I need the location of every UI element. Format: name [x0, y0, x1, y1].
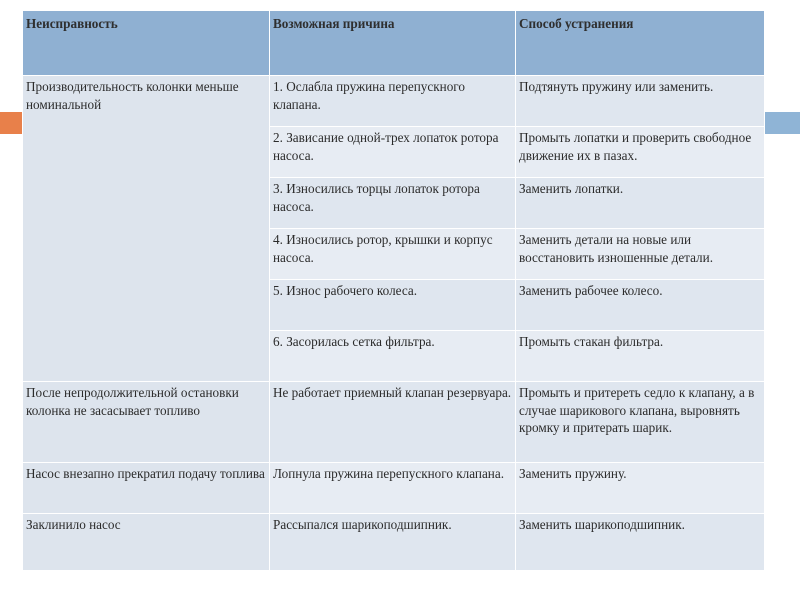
remedy-cell: Заменить рабочее колесо. — [516, 280, 765, 331]
remedy-cell: Промыть лопатки и проверить свободное движение их в пазах. — [516, 127, 765, 178]
fault-cell: Производительность колонки меньше номинальной — [23, 76, 270, 382]
left-accent-bar — [0, 112, 24, 134]
table-row — [23, 76, 765, 127]
cause-cell: Не работает приемный клапан резервуара. — [270, 382, 516, 463]
cause-cell: 2. Зависание одной-трех лопаток ротора насоса. — [270, 127, 516, 178]
cause-cell: 3. Износились торцы лопаток ротора насоса. — [270, 178, 516, 229]
right-accent-bar — [765, 112, 800, 134]
table-row — [23, 514, 765, 571]
remedy-cell: Заменить шарикоподшипник. — [516, 514, 765, 571]
table-row — [23, 463, 765, 514]
cause-cell: 1. Ослабла пружина перепускного клапана. — [270, 76, 516, 127]
fault-cell: После непродолжительной остановки колонка не засасывает топливо — [23, 382, 270, 463]
remedy-cell: Заменить лопатки. — [516, 178, 765, 229]
cause-cell: Рассыпался шарикоподшипник. — [270, 514, 516, 571]
cause-cell: 5. Износ рабочего колеса. — [270, 280, 516, 331]
header-row — [23, 11, 765, 76]
header-fault: Неисправность — [23, 11, 270, 76]
header-remedy: Способ устранения — [516, 11, 765, 76]
cause-cell: Лопнула пружина перепускного клапана. — [270, 463, 516, 514]
table-row — [23, 382, 765, 463]
remedy-cell: Подтянуть пружину или заменить. — [516, 76, 765, 127]
cause-cell: 6. Засорилась сетка фильтра. — [270, 331, 516, 382]
remedy-cell: Заменить пружину. — [516, 463, 765, 514]
header-cause: Возможная причина — [270, 11, 516, 76]
cause-cell: 4. Износились ротор, крышки и корпус насоса. — [270, 229, 516, 280]
fault-cell: Насос внезапно прекратил подачу топлива — [23, 463, 270, 514]
troubleshooting-table — [22, 10, 765, 571]
remedy-cell: Промыть стакан фильтра. — [516, 331, 765, 382]
fault-cell: Заклинило насос — [23, 514, 270, 571]
remedy-cell: Промыть и притереть седло к клапану, а в случае шарикового клапана, выровнять кромку и притерать шарик. — [516, 382, 765, 463]
remedy-cell: Заменить детали на новые или восстановить изношенные детали. — [516, 229, 765, 280]
